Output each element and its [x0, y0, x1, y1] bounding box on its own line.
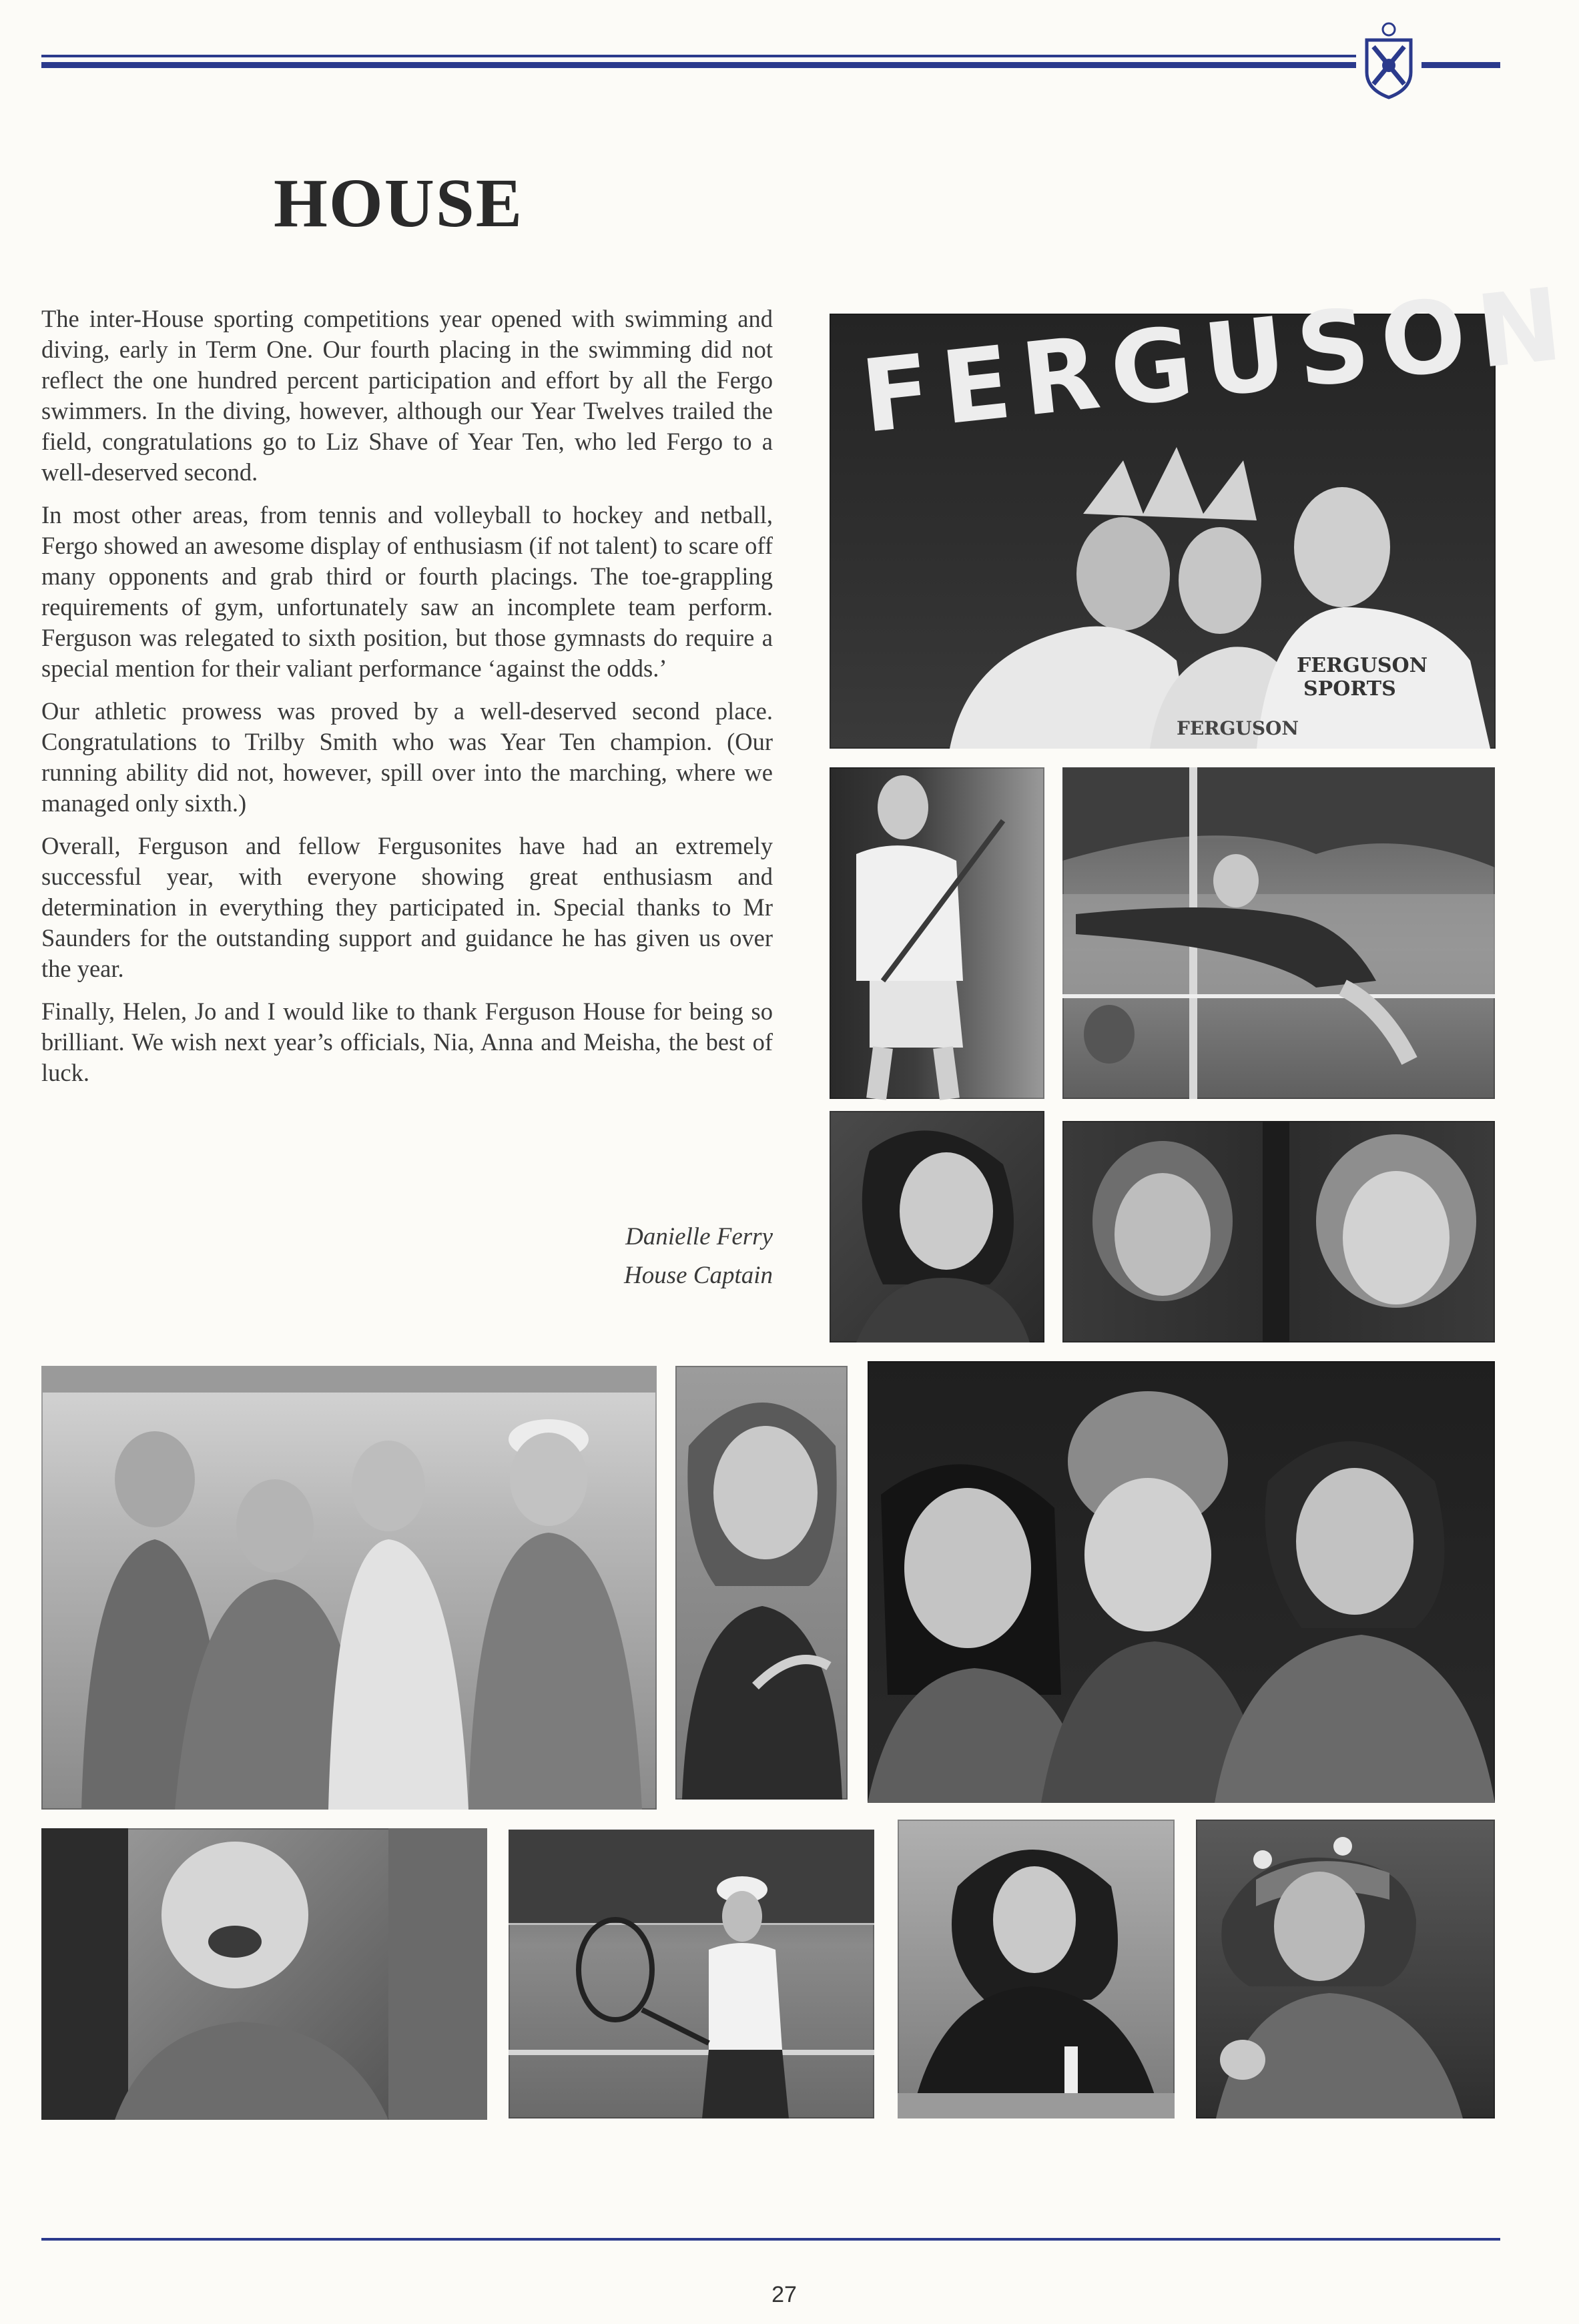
paragraph: Overall, Ferguson and fellow Fergusonites have had an extremely successful year, with everyone showing great enthusiasm and determination in everything they participated in. Special thanks to Mr Saunders for the outstanding support and guidance he has given us over the year. — [41, 832, 773, 982]
shirt-text-ferguson: FERGUSON — [1177, 717, 1299, 739]
photo-group-four-girls — [41, 1366, 657, 1810]
article-body — [41, 304, 773, 1100]
photo-laughing-girl — [41, 1828, 487, 2120]
page-number: 27 — [771, 2282, 797, 2307]
paragraph: In most other areas, from tennis and volleyball to hockey and netball, Fergo showed an awesome display of enthusiasm (if not talent) to scare off many opponents and grab third or fourth placings. The toe-grappling requirements of gym, unfortunately saw an incomplete team perform. Ferguson was relegated to sixth position, but those gymnasts do require a special mention for their valiant performance ‘against the odds.’ — [41, 501, 773, 682]
paragraph: Our athletic prowess was proved by a well-deserved second place. Congratulations to Trilby Smith who was Year Ten champion. (Our running ability did not, however, spill over into the marching, where we managed only sixth.) — [41, 697, 773, 817]
photo-smiling-girl — [830, 1111, 1044, 1342]
signature-name: Danielle Ferry — [625, 1223, 773, 1250]
photo-girl-sports-top — [675, 1366, 848, 1800]
photo-girl-headband — [1196, 1820, 1495, 2118]
photo-three-girls-beanie — [868, 1361, 1495, 1803]
photo-girl-hockey-stick — [830, 767, 1044, 1099]
shirt-text-ferguson-sports: FERGUSON — [1297, 654, 1428, 677]
photo-high-jump — [1062, 767, 1495, 1099]
signature — [561, 1218, 773, 1295]
signature-role: House Captain — [623, 1262, 773, 1289]
photo-tennis-player — [509, 1830, 874, 2118]
header-rule-right — [1422, 62, 1500, 68]
photo-girl-seated — [898, 1820, 1175, 2118]
banner-text: FERGUSON — [856, 266, 1579, 456]
page-title: HOUSE — [274, 165, 524, 242]
photo-two-girls — [1062, 1121, 1495, 1342]
header-rule-top — [41, 55, 1356, 57]
shirt-text-sports: SPORTS — [1303, 677, 1396, 701]
paragraph: The inter-House sporting competitions year opened with swimming and diving, early in Term One. Our fourth placing in the swimming did not reflect the one hundred percent participation and effort by all the Fergo swimmers. In the diving, however, although our Year Twelves trailed the field, congratulations go to Liz Shave of Year Ten, who led Fergo to a well-deserved second. — [41, 305, 773, 486]
photo-ferguson-banner — [830, 266, 1579, 749]
footer-rule — [41, 2238, 1500, 2241]
school-crest-icon — [1361, 20, 1416, 100]
paragraph: Finally, Helen, Jo and I would like to thank Ferguson House for being so brilliant. We wish next year’s officials, Nia, Anna and Meisha, the best of luck. — [41, 998, 773, 1086]
header-rule-bottom — [41, 62, 1356, 68]
